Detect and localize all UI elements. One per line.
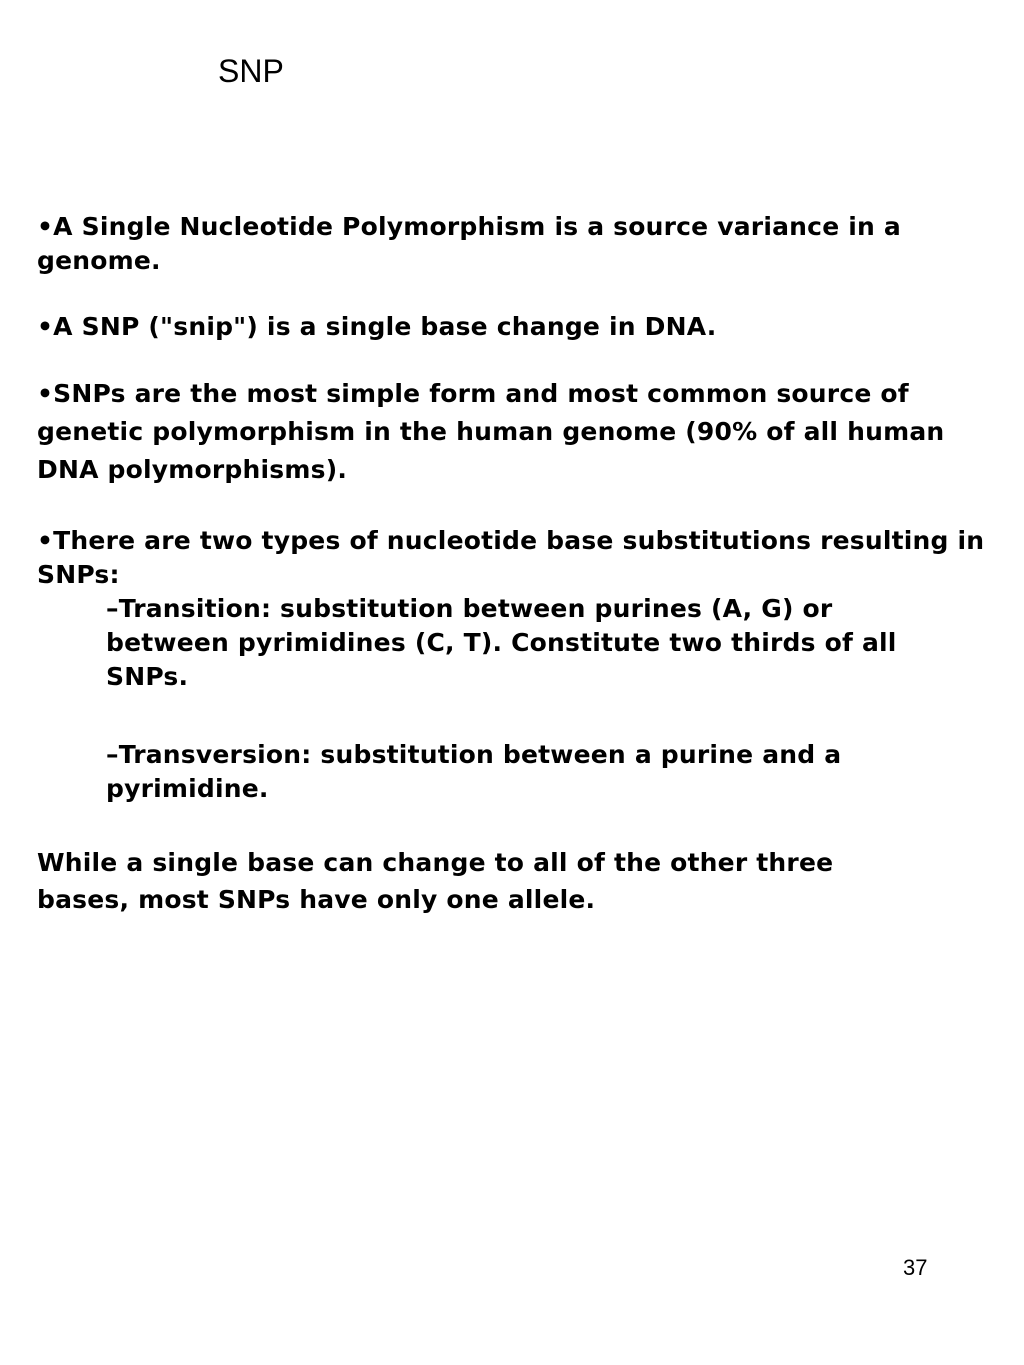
bullet-snp-definition: •A Single Nucleotide Polymorphism is a source variance in a genome. xyxy=(37,212,901,275)
bullet-substitution-types: •There are two types of nucleotide base substitutions resulting in SNPs: xyxy=(37,526,985,589)
bullet-snp-common-form: •SNPs are the most simple form and most common source of genetic polymorphism in the human genome (90% of all human DNA polymorphisms). xyxy=(37,379,945,484)
sub-bullet-transversion: –Transversion: substitution between a purine and a pyrimidine. xyxy=(106,740,842,803)
closing-paragraph: While a single base can change to all of the other three bases, most SNPs have only one allele. xyxy=(37,848,834,914)
sub-bullet-transition: –Transition: substitution between purines (A, G) or between pyrimidines (C, T). Constitute two thirds of all SNPs. xyxy=(106,594,897,691)
slide-title: SNP xyxy=(218,53,284,89)
bullet-snp-base-change: •A SNP ("snip") is a single base change in DNA. xyxy=(37,312,717,341)
page-number: 37 xyxy=(903,1255,928,1280)
slide-body xyxy=(37,210,987,918)
